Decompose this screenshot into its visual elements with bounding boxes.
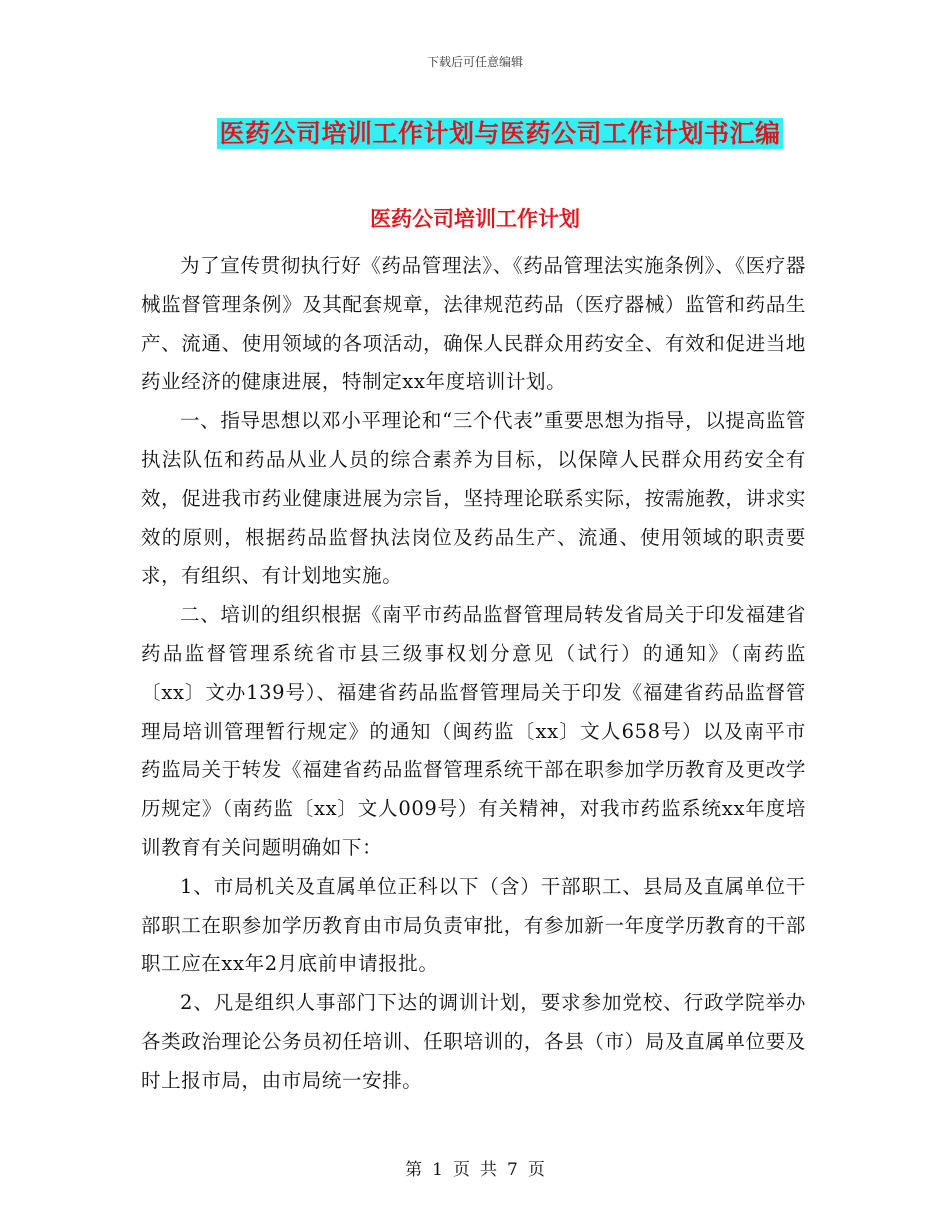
page-total: 7 bbox=[507, 1160, 518, 1180]
paragraph-intro: 为了宣传贯彻执行好《药品管理法》、《药品管理法实施条例》、《医疗器械监督管理条例》及其配套规章，法律规范药品（医疗器械）监管和药品生产、流通、使用领域的各项活动，确保人民群众用药安全、有效和促进当地药业经济的健康进展，特制定xx年度培训计划。 bbox=[141, 254, 806, 394]
total-word: 页 bbox=[527, 1160, 545, 1180]
page-footer bbox=[0, 1155, 950, 1180]
total-label: 共 bbox=[480, 1160, 497, 1180]
body-text bbox=[141, 247, 806, 1101]
paragraph-guiding-ideology: 一、指导思想以邓小平理论和“三个代表”重要思想为指导，以提高监管执法队伍和药品从业人员的综合素养为目标，以保障人民群众用药安全有效，促进我市药业健康进展为宗旨，坚持理论联系实际，按需施教，讲求实效的原则，根据药品监督执法岗位及药品生产、流通、使用领域的职责要求，有组织、有计划地实施。 bbox=[141, 409, 806, 588]
paragraph-item-2: 2、凡是组织人事部门下达的调训计划，要求参加党校、行政学院举办各类政治理论公务员初任培训、任职培训的，各县（市）局及直属单位要及时上报市局，由市局统一安排。 bbox=[141, 991, 806, 1092]
document-title: 医药公司培训工作计划与医药公司工作计划书汇编 bbox=[219, 119, 781, 148]
paragraph-item-1: 1、市局机关及直属单位正科以下（含）干部职工、县局及直属单位干部职工在职参加学历教育由市局负责审批，有参加新一年度学历教育的干部职工应在xx年2月底前申请报批。 bbox=[141, 874, 806, 976]
section-title: 医药公司培训工作计划 bbox=[370, 206, 580, 231]
page-word: 页 bbox=[453, 1160, 470, 1180]
page-label: 第 bbox=[405, 1160, 423, 1180]
document-title-wrapper bbox=[0, 114, 950, 150]
page-header: 下载后可任意编辑 bbox=[426, 55, 523, 69]
page-current: 1 bbox=[432, 1160, 443, 1180]
paragraph-training-organization: 二、培训的组织根据《南平市药品监督管理局转发省局关于印发福建省药品监督管理系统省市县三级事权划分意见（试行）的通知》（南药监〔xx〕文办139号）、福建省药品监督管理局关于印发《福建省药品监督管理局培训管理暂行规定》的通知（闽药监〔xx〕文人658号）以及南平市药监局关于转发《福建省药品监督管理系统干部在职参加学历教育及更改学历规定》（南药监〔xx〕文人009号）有关精神，对我市药监系统xx年度培训教育有关问题明确如下： bbox=[141, 603, 806, 859]
